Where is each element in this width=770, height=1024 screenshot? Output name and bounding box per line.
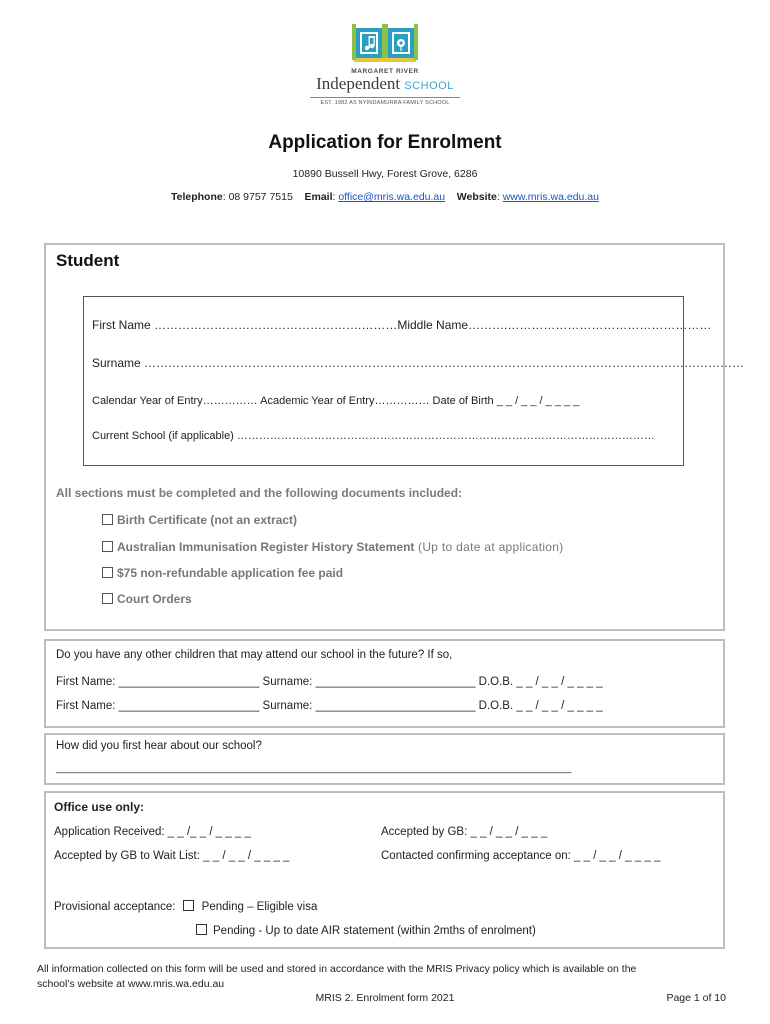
other-child-row-1[interactable]: First Name: ______________________ Surname: _________________________ D.O.B. _ _ / _ _ / _ _ _ _ [56,676,603,688]
email-link[interactable]: office@mris.wa.edu.au [338,191,446,203]
form-identifier: MRIS 2. Enrolment form 2021 [315,992,455,1004]
provisional-acceptance [54,900,317,913]
logo-line-3: EST. 1982 AS NYINDAMURRA FAMILY SCHOOL [320,100,450,106]
hear-about-answer-line[interactable]: _____________________________________________________________________________________________ [56,762,572,774]
doc-birth-certificate[interactable] [102,513,297,527]
school-address: 10890 Bussell Hwy, Forest Grove, 6286 [292,168,478,180]
hear-about-question: How did you first hear about our school? [56,740,262,752]
website-colon: : [496,191,500,203]
pending-air-option [196,924,536,937]
checkbox-icon[interactable] [102,593,113,604]
checkbox-icon[interactable] [102,514,113,525]
pending-air-label: Pending - Up to date AIR statement (within 2mths of enrolment) [213,925,536,937]
pending-visa-checkbox[interactable] [183,900,194,911]
telephone-label: Telephone [171,191,223,203]
email-colon: : [332,191,336,203]
current-school-field[interactable]: Current School (if applicable) …………………………………………………………………………………………………… [92,430,655,442]
pending-visa-label: Pending – Eligible visa [201,901,318,913]
doc-extra: (Up to date at application) [414,540,564,554]
checkbox-icon[interactable] [102,567,113,578]
entry-year-dob-field[interactable]: Calendar Year of Entry…………… Academic Year of Entry…………… Date of Birth _ _ / _ _ / _ _ _ _ [92,395,580,407]
doc-application-fee[interactable] [102,566,343,580]
website-link[interactable]: www.mris.wa.edu.au [502,191,599,203]
contacted-acceptance-field[interactable]: Contacted confirming acceptance on: _ _ / _ _ / _ _ _ _ [381,850,661,862]
telephone-value: : 08 9757 7515 [222,191,293,203]
wait-list-field[interactable]: Accepted by GB to Wait List: _ _ / _ _ / _ _ _ _ [54,850,290,862]
provisional-label: Provisional acceptance: [54,901,176,913]
doc-court-orders[interactable] [102,592,192,606]
contact-line [0,191,770,203]
first-middle-name-field[interactable]: First Name …………………………………………….………Middle Name……….…………………………………………… [92,318,712,332]
doc-immunisation[interactable] [102,540,564,554]
checkbox-icon[interactable] [102,541,113,552]
doc-label: Court Orders [117,592,192,606]
privacy-note-line-2: school’s website at www.mris.wa.edu.au [37,978,225,990]
logo-independent: Independent [316,74,401,93]
application-received-field[interactable]: Application Received: _ _ /_ _ / _ _ _ _ [54,826,251,838]
logo-line-2 [300,75,470,95]
doc-label: $75 non-refundable application fee paid [117,566,344,580]
privacy-note-line-1: All information collected on this form will be used and stored in accordance with the MRIS Privacy policy which is available on the [37,963,637,975]
accepted-by-gb-field[interactable]: Accepted by GB: _ _ / _ _ / _ _ _ [381,826,548,838]
page-number: Page 1 of 10 [666,992,726,1004]
pending-air-checkbox[interactable] [196,924,207,935]
page-title: Application for Enrolment [268,132,502,153]
open-book-logo-icon [350,18,420,66]
logo-line-1: MARGARET RIVER [351,68,419,75]
office-use-heading: Office use only: [54,800,145,814]
student-heading: Student [56,251,120,270]
email-label: Email [304,191,333,203]
logo-divider [310,97,460,98]
doc-label: Australian Immunisation Register History Statement [117,540,415,554]
surname-field[interactable]: Surname …………………………………………………………………………………………………………………………………… [92,356,745,370]
doc-label: Birth Certificate (not an extract) [117,513,298,527]
website-label: Website [456,191,497,203]
other-children-question: Do you have any other children that may attend our school in the future? If so, [56,649,453,661]
documents-note: All sections must be completed and the following documents included: [56,486,463,500]
other-child-row-2[interactable]: First Name: ______________________ Surname: _________________________ D.O.B. _ _ / _ _ / _ _ _ _ [56,700,603,712]
logo-school: SCHOOL [404,80,454,92]
school-logo [300,18,470,116]
